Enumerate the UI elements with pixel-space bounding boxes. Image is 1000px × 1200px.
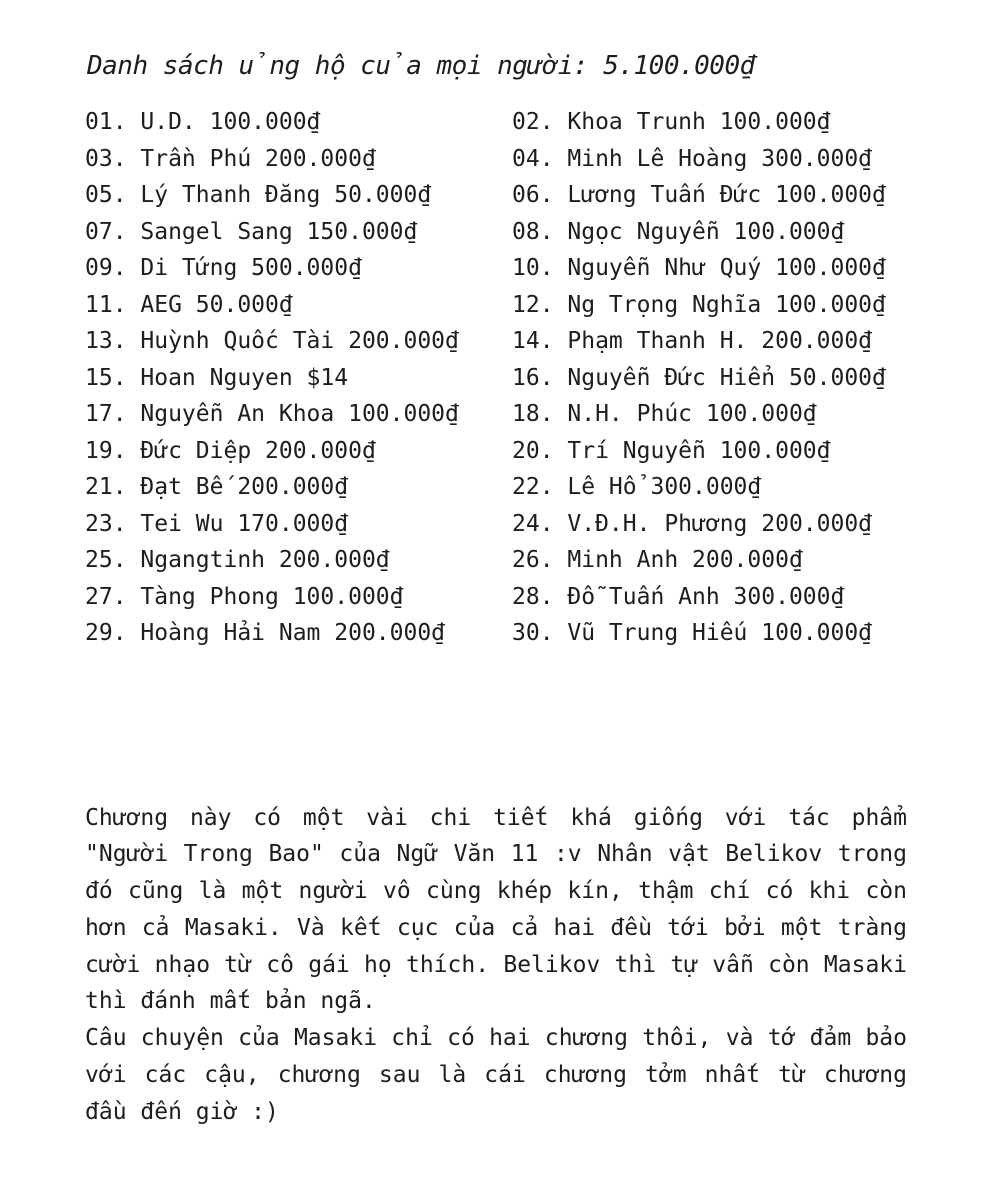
donor-item: 02. Khoa Trunh 100.000₫ <box>512 109 831 135</box>
donor-column-left <box>85 104 512 652</box>
donor-item: 21. Đạt Bế 200.000₫ <box>85 474 349 500</box>
donor-item: 23. Tei Wu 170.000₫ <box>85 510 349 537</box>
donor-item: 24. V.Đ.H. Phương 200.000₫ <box>512 510 873 537</box>
donor-item: 01. U.D. 100.000₫ <box>85 109 321 135</box>
donor-item: 15. Hoan Nguyen $14 <box>85 364 349 391</box>
donor-item: 09. Di Tứng 500.000₫ <box>85 255 362 281</box>
donor-item: 30. Vũ Trung Hiếu 100.000₫ <box>512 620 873 646</box>
donor-item: 08. Ngọc Nguyễn 100.000₫ <box>512 218 845 245</box>
comment-paragraph: Câu chuyện của Masaki chỉ có hai chương thôi, và tớ đảm bảo với các cậu, chương sau là cái chương tởm nhất từ chương đầu đến giờ :) <box>85 1025 907 1125</box>
donor-item: 27. Tàng Phong 100.000₫ <box>85 583 404 610</box>
donor-item: 10. Nguyễn Như Quý 100.000₫ <box>512 255 886 281</box>
donor-item: 05. Lý Thanh Đăng 50.000₫ <box>85 182 432 208</box>
donor-item: 13. Huỳnh Quốc Tài 200.000₫ <box>85 328 459 354</box>
page-title: Danh sách ủng hộ của mọi người: 5.100.000₫ <box>87 51 755 81</box>
donor-item: 26. Minh Anh 200.000₫ <box>512 547 803 573</box>
comment-paragraph: Chương này có một vài chi tiết khá giống với tác phẩm "Người Trong Bao" của Ngữ Văn 11 :v Nhân vật Belikov trong đó cũng là một người vô cùng khép kín, thậm chí có khi còn hơn cả Masaki. Và kết cục của cả hai đều tới bởi một tràng cười nhạo từ cô gái họ thích. Belikov thì tự vẫn còn Masaki thì đánh mất bản ngã. <box>85 804 907 1015</box>
donor-item: 20. Trí Nguyễn 100.000₫ <box>512 437 831 464</box>
donor-list <box>85 104 1000 652</box>
donor-item: 14. Phạm Thanh H. 200.000₫ <box>512 328 873 354</box>
donor-item: 25. Ngangtinh 200.000₫ <box>85 547 390 573</box>
donor-item: 18. N.H. Phúc 100.000₫ <box>512 401 817 427</box>
donor-item: 11. AEG 50.000₫ <box>85 291 293 318</box>
donor-item: 28. Đỗ Tuấn Anh 300.000₫ <box>512 583 845 610</box>
donor-item: 06. Lương Tuấn Đức 100.000₫ <box>512 182 886 208</box>
donor-column-right <box>512 104 1000 652</box>
donor-item: 12. Ng Trọng Nghĩa 100.000₫ <box>512 291 886 318</box>
donor-item: 04. Minh Lê Hoàng 300.000₫ <box>512 145 873 172</box>
donor-item: 16. Nguyễn Đức Hiển 50.000₫ <box>512 364 886 391</box>
donor-item: 19. Đức Diệp 200.000₫ <box>85 437 376 464</box>
donor-item: 07. Sangel Sang 150.000₫ <box>85 218 418 245</box>
donor-item: 29. Hoàng Hải Nam 200.000₫ <box>85 620 446 646</box>
donor-item: 22. Lê Hổ 300.000₫ <box>512 474 762 500</box>
commentary-section <box>85 800 907 1131</box>
donor-item: 17. Nguyễn An Khoa 100.000₫ <box>85 401 459 427</box>
donor-item: 03. Trần Phú 200.000₫ <box>85 145 376 172</box>
